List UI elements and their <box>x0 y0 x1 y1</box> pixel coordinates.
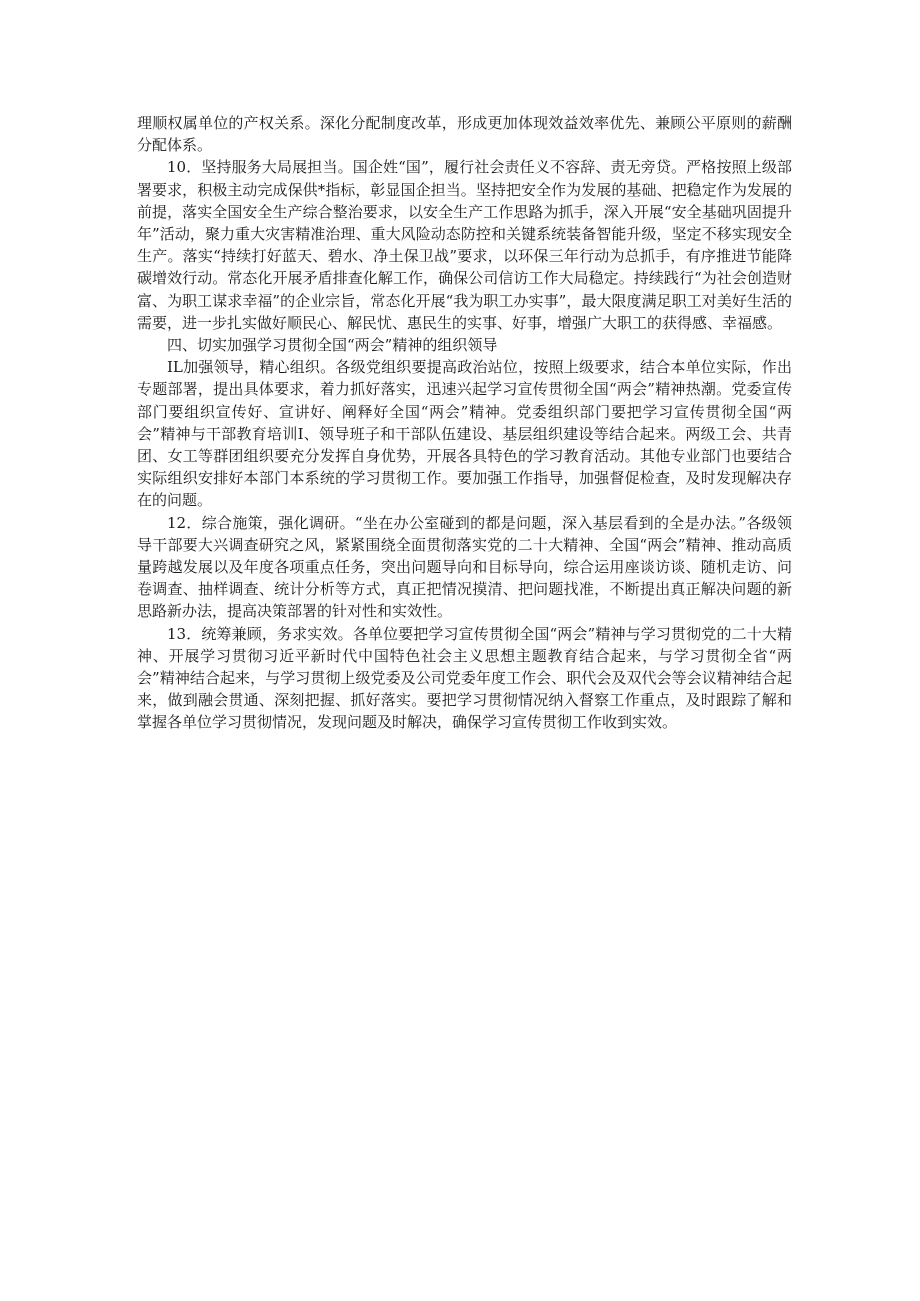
paragraph-item-10: 10．坚持服务大局展担当。国企姓“国”，履行社会责任义不容辞、责无旁贷。严格按照上级部署要求，积极主动完成保供*指标，彰显国企担当。坚持把安全作为发展的基础、把稳定作为发展的前提，落实全国安全生产综合整治要求，以安全生产工作思路为抓手，深入开展“安全基础巩固提升年”活动，聚力重大灾害精准治理、重大风险动态防控和关键系统装备智能升级，坚定不移实现安全生产。落实“持续打好蓝天、碧水、净土保卫战”要求，以环保三年行动为总抓手，有序推进节能降碳增效行动。常态化开展矛盾排查化解工作，确保公司信访工作大局稳定。持续践行“为社会创造财富、为职工谋求幸福”的企业宗旨，常态化开展“我为职工办实事”，最大限度满足职工对美好生活的需要，进一步扎实做好顺民心、解民忧、惠民生的实事、好事，增强广大职工的获得感、幸福感。 <box>137 158 792 332</box>
paragraph-item-13: 13．统筹兼顾，务求实效。各单位要把学习宣传贯彻全国“两会”精神与学习贯彻党的二十大精神、开展学习贯彻习近平新时代中国特色社会主义思想主题教育结合起来，与学习贯彻全省“两会”精神结合起来，与学习贯彻上级党委及公司党委年度工作会、职代会及双代会等会议精神结合起来，做到融会贯通、深刻把握、抓好落实。要把学习贯彻情况纳入督察工作重点，及时跟踪了解和掌握各单位学习贯彻情况，发现问题及时解决，确保学习宣传贯彻工作收到实效。 <box>137 624 792 732</box>
paragraph-continuation: 理顺权属单位的产权关系。深化分配制度改革，形成更加体现效益效率优先、兼顾公平原则的薪酬分配体系。 <box>137 114 792 155</box>
paragraph-item-11: IL加强领导，精心组织。各级党组织要提高政治站位，按照上级要求，结合本单位实际，作出专题部署，提出具体要求，着力抓好落实，迅速兴起学习宣传贯彻全国“两会”精神热潮。党委宣传部门要组织宣传好、宣讲好、阐释好全国“两会”精神。党委组织部门要把学习宣传贯彻全国“两会”精神与干部教育培训I、领导班子和干部队伍建设、基层组织建设等结合起来。两级工会、共青团、女工等群团组织要充分发挥自身优势，开展各具特色的学习教育活动。其他专业部门也要结合实际组织安排好本部门本系统的学习贯彻工作。要加强工作指导，加强督促检查，及时发现解决存在的问题。 <box>137 358 792 510</box>
section-heading-4: 四、切实加强学习贯彻全国“两会”精神的组织领导 <box>167 336 498 355</box>
paragraph-item-12: 12．综合施策，强化调研。“坐在办公室碰到的都是问题，深入基层看到的全是办法。”各级领导干部要大兴调查研究之风，紧紧围绕全面贯彻落实党的二十大精神、全国“两会”精神、推动高质量跨越发展以及年度各项重点任务，突出问题导向和目标导向，综合运用座谈访谈、随机走访、问卷调查、抽样调查、统计分析等方式，真正把情况摸清、把问题找准，不断提出真正解决问题的新思路新办法，提高决策部署的针对性和实效性。 <box>137 513 792 621</box>
document-body <box>137 112 792 734</box>
